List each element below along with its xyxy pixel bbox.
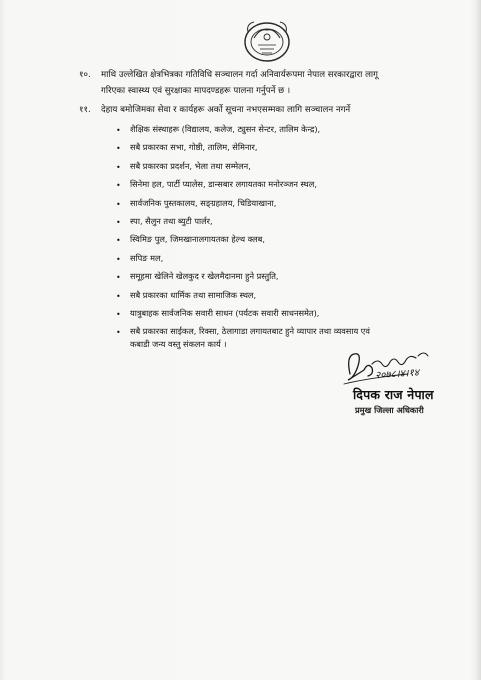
list-item-text: शैक्षिक संस्थाहरू (विद्यालय, कलेज, ट्युसन सेन्टर, तालिम केन्द्र), bbox=[130, 124, 321, 134]
list-item bbox=[116, 307, 370, 325]
list-item-text: सबै प्रकारका प्रदर्शन, भेला तथा सम्मेलन, bbox=[130, 160, 251, 171]
bullet-icon: • bbox=[116, 328, 121, 338]
paragraph-10-line1: माथि उल्लेखित क्षेत्रभित्रका गतिविधि सञ्चालन गर्दा अनिवार्यरूपमा नेपाल सरकारद्वारा लागू bbox=[101, 70, 378, 80]
list-item-text: स्पा, सैलुन तथा ब्युटी पार्लर, bbox=[130, 215, 213, 226]
list-item-text: समूहमा खेलिने खेलकुद र खेलमैदानमा हुने प्रस्तुति, bbox=[130, 271, 279, 282]
list-item-text: सबै प्रकारका सभा, गोष्ठी, तालिम, सेमिनार, bbox=[130, 142, 258, 153]
list-item bbox=[116, 141, 370, 159]
bullet-icon: • bbox=[116, 199, 121, 209]
list-item-text: सिनेमा हल, पार्टी प्यालेस, डान्सबार लगायतका मनोरञ्जन स्थल, bbox=[130, 179, 317, 190]
list-item bbox=[116, 215, 370, 233]
government-seal-icon bbox=[240, 18, 294, 64]
signature-date: २०७८।४।१४ bbox=[374, 367, 420, 382]
paragraph-11 bbox=[79, 104, 350, 117]
prohibited-services-list bbox=[116, 123, 370, 357]
page-edge-shadow bbox=[475, 0, 481, 680]
bullet-icon: • bbox=[116, 162, 121, 172]
bullet-icon: • bbox=[116, 254, 121, 264]
list-item bbox=[116, 197, 370, 215]
officer-title: प्रमुख जिल्ला अधिकारी bbox=[355, 405, 424, 415]
list-item-text-continued: कबाडी जन्य वस्तु संकलन कार्य । bbox=[130, 339, 227, 350]
bullet-icon: • bbox=[116, 181, 121, 191]
bullet-icon: • bbox=[116, 126, 121, 135]
bullet-icon: • bbox=[116, 291, 121, 301]
list-item-text: स्विमिङ पुल, जिमखानालगायतका हेल्थ क्लब, bbox=[130, 234, 265, 245]
paragraph-10 bbox=[79, 69, 378, 82]
bullet-icon: • bbox=[116, 236, 121, 246]
paragraph-10-number: १०. bbox=[79, 70, 91, 80]
list-item-text: सबै प्रकारका धार्मिक तथा सामाजिक स्थल, bbox=[130, 289, 257, 300]
list-item-text: सार्वजनिक पुस्तकालय, सङ्ग्रहालय, चिडियाखाना, bbox=[130, 197, 277, 208]
list-item-text: सबै प्रकारका साईकल, रिक्सा, ठेलागाडा लगायतबाट हुने व्यापार तथा व्यवसाय एवं bbox=[130, 326, 370, 337]
list-item bbox=[116, 123, 370, 141]
paragraph-11-number: ११. bbox=[79, 105, 91, 115]
list-item bbox=[116, 289, 370, 307]
list-item bbox=[116, 252, 370, 270]
list-item bbox=[116, 233, 370, 251]
list-item-text: यात्रुबाहक सार्वजनिक सवारी साधन (पर्यटक सवारी साधनसमेत), bbox=[130, 307, 320, 318]
officer-name: दिपक राज नेपाल bbox=[353, 387, 434, 402]
bullet-icon: • bbox=[116, 309, 121, 319]
list-item bbox=[116, 178, 370, 196]
list-item bbox=[116, 270, 370, 288]
list-item bbox=[116, 325, 370, 357]
list-item-text: सपिङ मल, bbox=[130, 252, 164, 263]
list-item bbox=[116, 160, 370, 178]
paragraph-10-line2: गरिएका स्वास्थ्य एवं सुरक्षाका मापदण्डहरू पालना गर्नुपर्ने छ । bbox=[101, 86, 291, 96]
bullet-icon: • bbox=[116, 273, 121, 283]
bullet-icon: • bbox=[116, 217, 121, 227]
bullet-icon: • bbox=[116, 144, 121, 154]
paragraph-11-line1: देहाय बमोजिमका सेवा र कार्यहरू अर्को सूचना नभएसम्मका लागि सञ्चालन नगर्ने bbox=[101, 105, 351, 115]
